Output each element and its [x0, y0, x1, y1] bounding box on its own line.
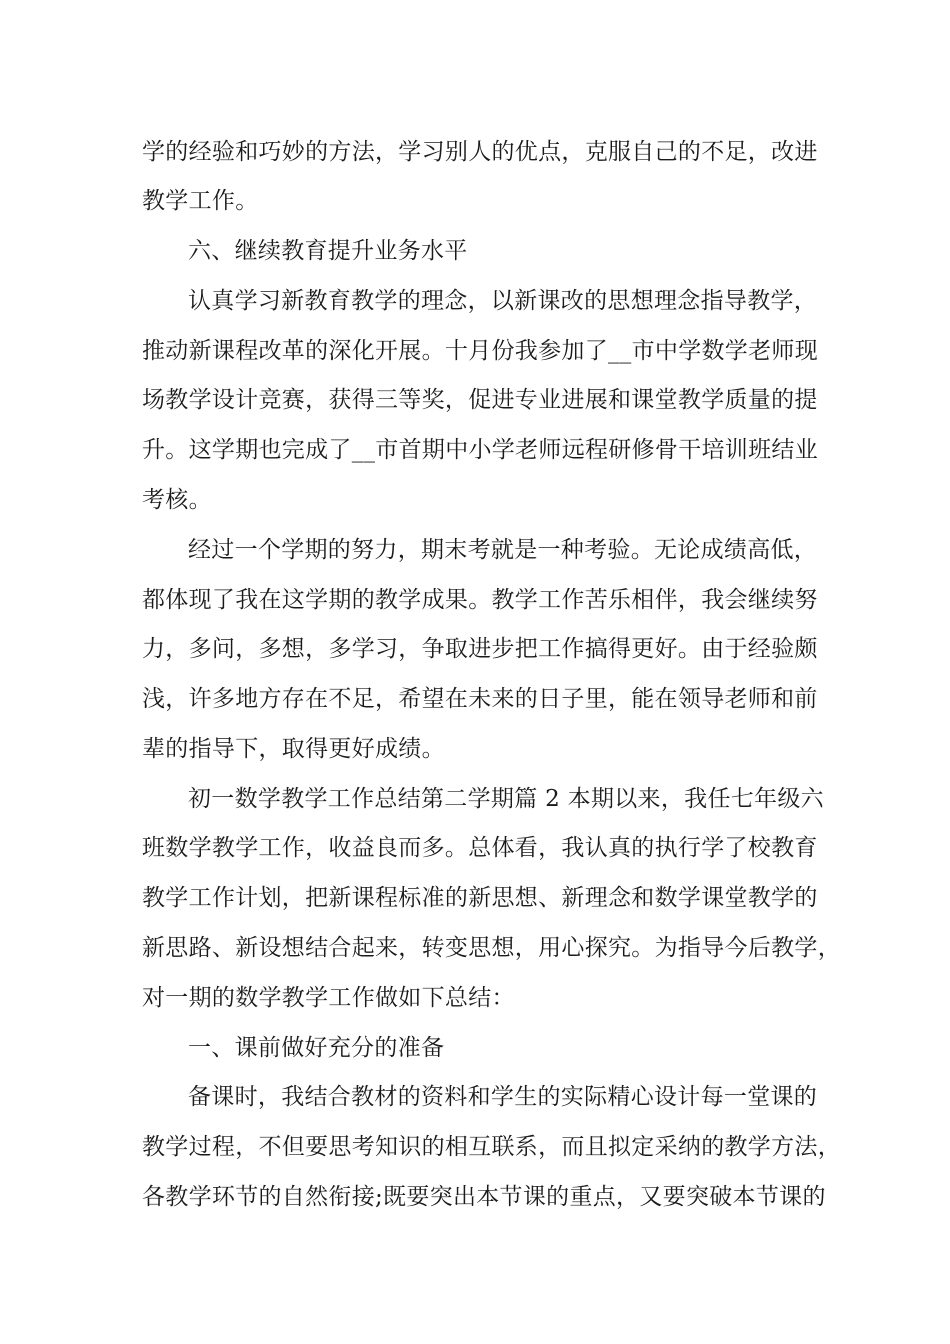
text-line: 教学工作计划，把新课程标准的新思想、新理念和数学课堂教学的	[142, 885, 818, 911]
text-line: 初一数学教学工作总结第二学期篇 2 本期以来，我任七年级六	[188, 786, 824, 812]
text-line: 班数学教学工作，收益良而多。总体看，我认真的执行学了校教育	[142, 835, 818, 861]
section-heading: 一、课前做好充分的准备	[188, 1035, 445, 1061]
text-line: 场教学设计竞赛，获得三等奖，促进专业进展和课堂教学质量的提	[142, 387, 818, 413]
text-line: 新思路、新设想结合起来，转变思想，用心探究。为指导今后教学，	[142, 935, 841, 961]
text-line: 都体现了我在这学期的教学成果。教学工作苦乐相伴，我会继续努	[142, 587, 818, 613]
text-line: 辈的指导下，取得更好成绩。	[142, 736, 445, 762]
text-line: 教学过程，不但要思考知识的相互联系，而且拟定采纳的教学方法，	[142, 1134, 841, 1160]
text-line: 力，多问，多想，多学习，争取进步把工作搞得更好。由于经验颇	[142, 636, 818, 662]
text-line: 学的经验和巧妙的方法，学习别人的优点，克服自己的不足，改进	[142, 139, 818, 165]
text-line: 对一期的数学教学工作做如下总结：	[142, 985, 515, 1011]
text-line: 经过一个学期的努力，期末考就是一种考验。无论成绩高低，	[188, 537, 818, 563]
text-line: 考核。	[142, 487, 212, 513]
text-line: 备课时，我结合教材的资料和学生的实际精心设计每一堂课的	[188, 1084, 818, 1110]
text-line: 浅，许多地方存在不足，希望在未来的日子里，能在领导老师和前	[142, 686, 818, 712]
text-line: 认真学习新教育教学的理念，以新课改的思想理念指导教学，	[188, 288, 818, 314]
text-line: 升。这学期也完成了__市首期中小学老师远程研修骨干培训班结业	[142, 437, 818, 463]
text-line: 各教学环节的自然衔接;既要突出本节课的重点，又要突破本节课的	[142, 1184, 826, 1210]
section-heading: 六、继续教育提升业务水平	[188, 238, 468, 264]
text-line: 教学工作。	[142, 188, 259, 214]
text-line: 推动新课程改革的深化开展。十月份我参加了__市中学数学老师现	[142, 338, 818, 364]
